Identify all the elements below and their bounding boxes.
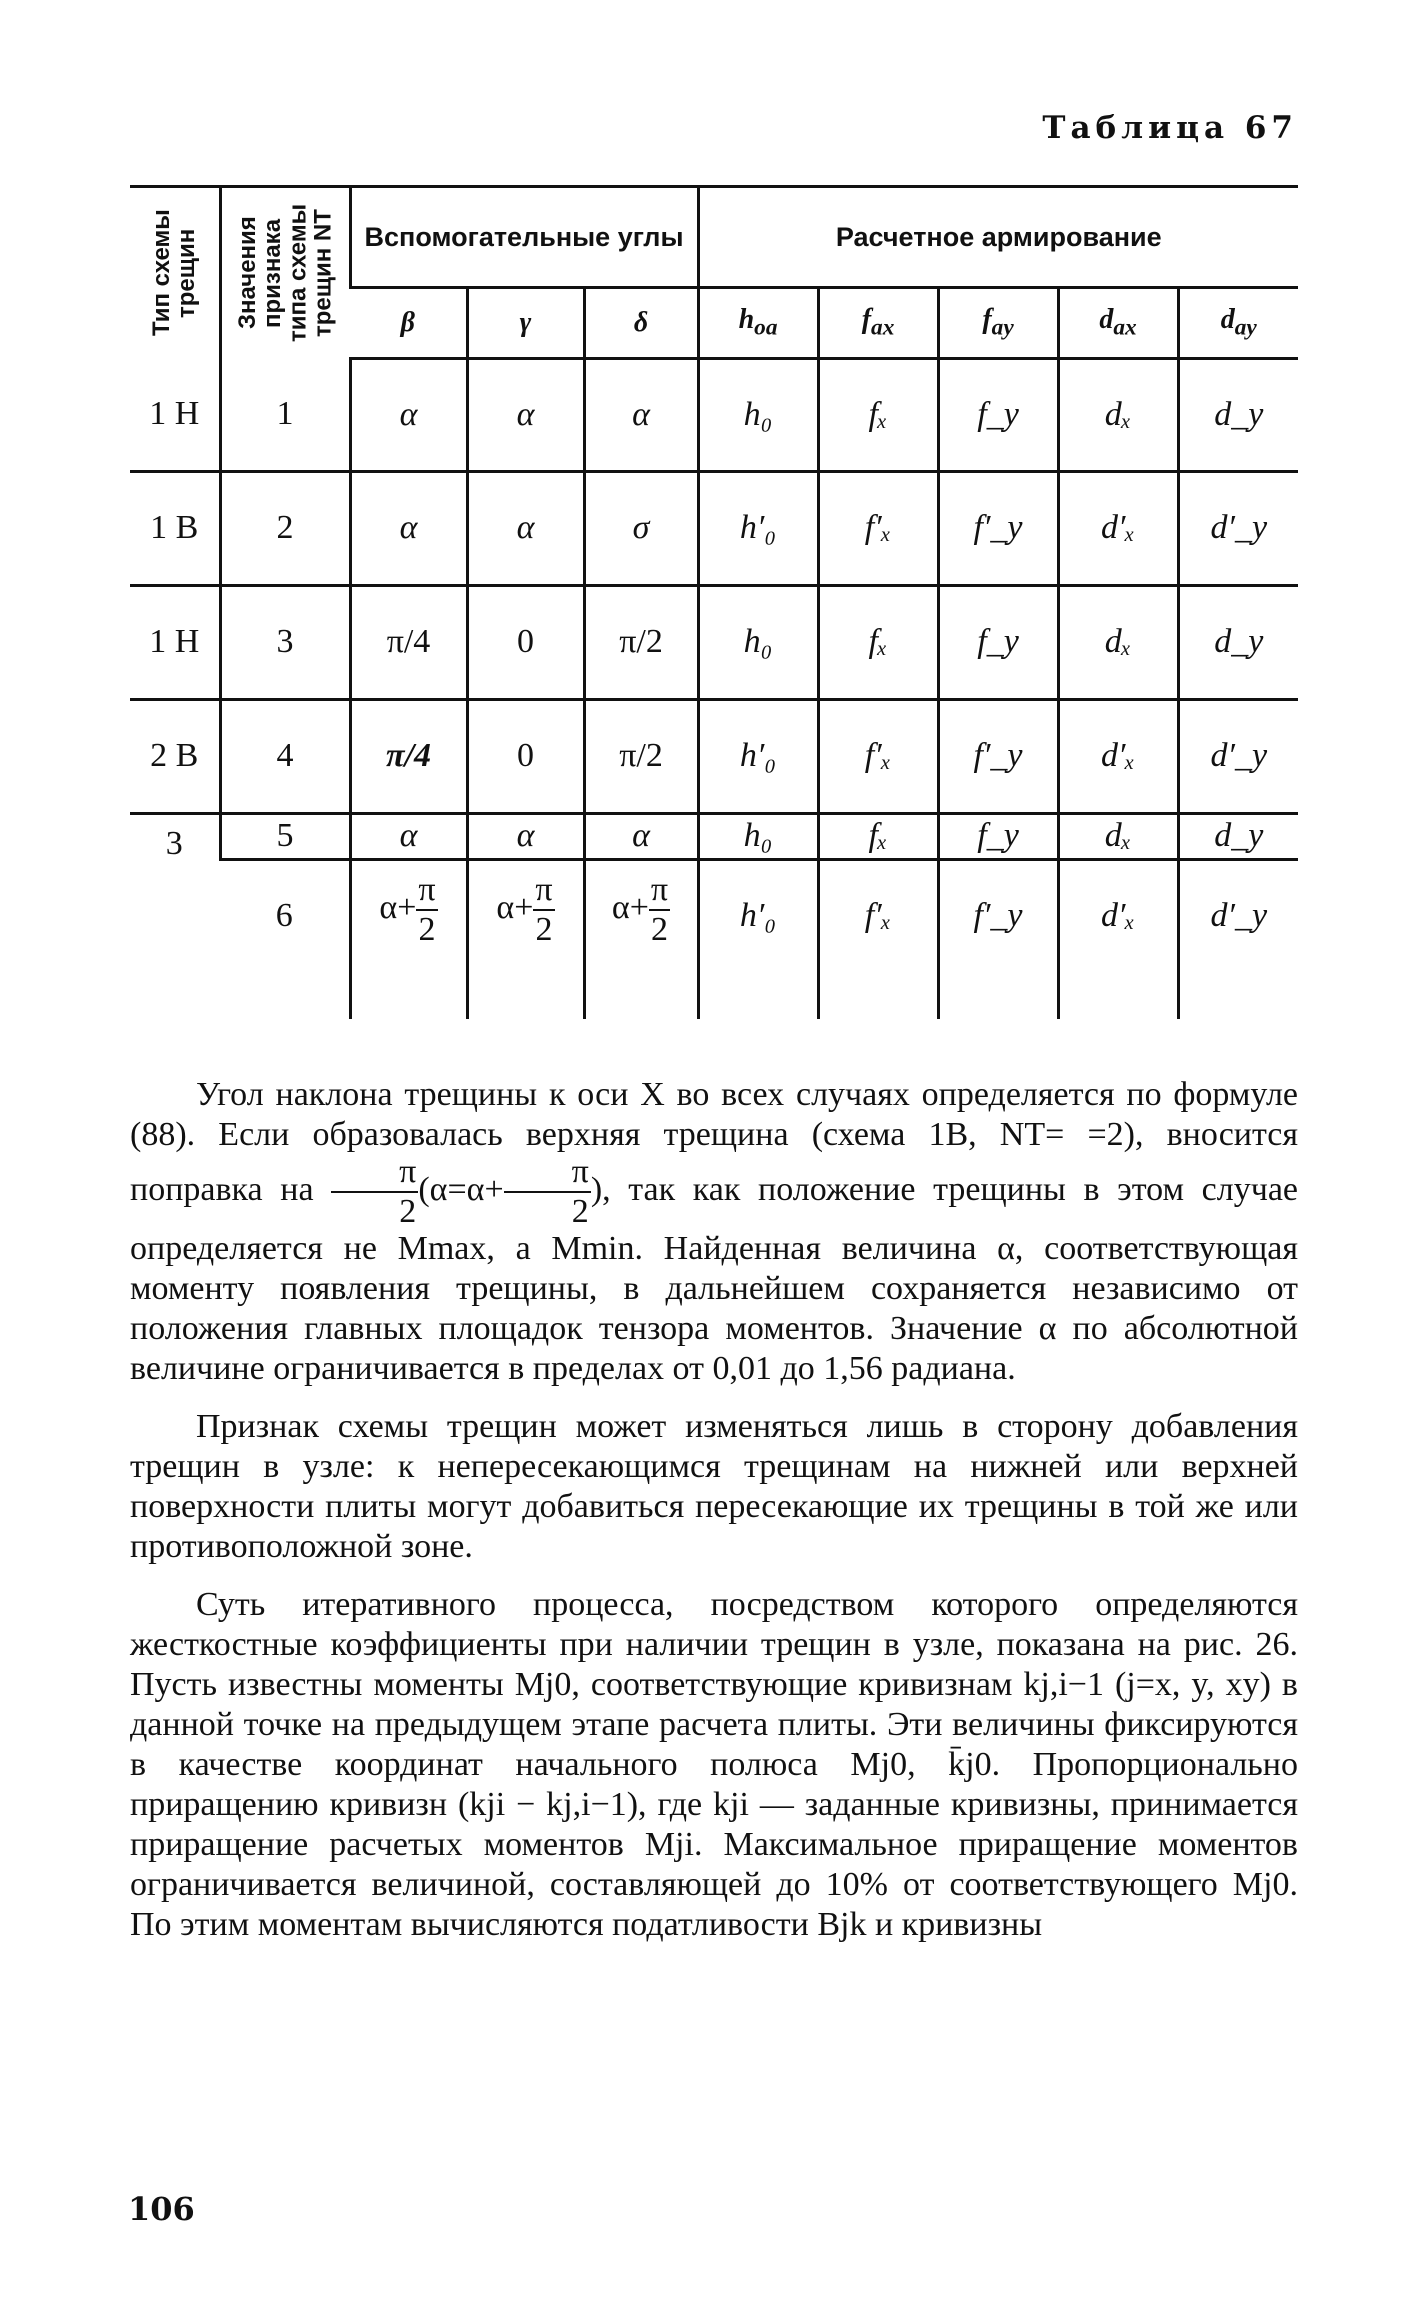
cell-type: 2 В (130, 699, 220, 813)
cell-gamma: α (467, 813, 584, 859)
table-caption: Таблица 67 (1042, 110, 1298, 146)
cell-beta: α+ $\frac{\pi}{2}$ (350, 859, 467, 1019)
paragraph: Суть итеративного процесса, посредством которого определяются жесткостные коэффициенты при наличии трещин в узле, показана на рис. 26. Пусть известны моменты Mj0, соответствующие кривизнам kj,i−1 (j=x, y, xy) в данной точке на предыдущем этапе расчета плиты. Эти величины фиксируются в качестве координат начального полюса Mj0, k̄j0. Пропорционально приращению кривизн (kji − kj,i−1), где kji — заданные кривизны, принимается приращение расчетых моментов Mji. Максимальное приращение моментов ограничивается величиной, составляющей до 10% от соответствующего Mj0. По этим моментам вычисляются податливости Bjk и кривизны (130, 1586, 1298, 1943)
cell-dy: d′_y (1178, 471, 1298, 585)
paragraph: Признак схемы трещин может изменяться лишь в сторону добавления трещин в узле: к непересекающимся трещинам на нижней или верхней поверхности плиты могут добавиться пересекающие их трещины в той же или противоположной зоне. (130, 1408, 1298, 1565)
cell-delta: α+ $\frac{\pi}{2}$ (584, 859, 698, 1019)
cell-nt: 3 (220, 585, 350, 699)
page-number: 106 (128, 2190, 195, 2228)
cell-nt: 6 (275, 896, 293, 934)
cell-fx: fₓ (818, 358, 938, 471)
header-gamma: γ (467, 288, 584, 358)
header-fx: $f_{ax}$ (818, 288, 938, 358)
cell-beta: α (350, 358, 467, 471)
cell-gamma: α (467, 471, 584, 585)
table-row (130, 859, 1298, 1019)
cell-h: h₀ (698, 358, 818, 471)
cell-fy: f_y (938, 585, 1058, 699)
table-row (130, 585, 1298, 699)
cell-nt: 2 (220, 471, 350, 585)
cell-h: h₀ (698, 585, 818, 699)
cell-dx: dₓ (1058, 813, 1178, 859)
cell-dy: d_y (1178, 585, 1298, 699)
cell-fx: fₓ (818, 813, 938, 859)
body-text (130, 1075, 1298, 1963)
cell-gamma: α (467, 358, 584, 471)
table-row (130, 358, 1298, 471)
formula-fraction: $\frac{\pi}{2}$ (504, 1155, 591, 1229)
cell-beta: π/4 (350, 585, 467, 699)
cell-delta: α (584, 813, 698, 859)
cell-delta: α (584, 358, 698, 471)
header-fy: $f_{ay}$ (938, 288, 1058, 358)
header-beta: β (350, 288, 467, 358)
paragraph: Угол наклона трещины к оси X во всех случаях определяется по формуле (88). Если образовалась верхняя трещина (схема 1В, NT= =2), вносится поправка на $\frac{\pi}{2}$ (α=α+ $\frac{\pi}{2}$ ), так как положение трещины в этом случае определяется не Mmax, а Mmin. Найденная величина α, соответствующая моменту появления трещины, в дальнейшем сохраняется независимо от положения главных площадок тензора моментов. Значение α по абсолютной величине ограничивается в пределах от 0,01 до 1,56 радиана. (130, 1076, 1299, 1387)
cell-fx: f′ₓ (818, 699, 938, 813)
cell-nt: 4 (220, 699, 350, 813)
cell-delta: π/2 (584, 699, 698, 813)
cell-fy: f′_y (938, 471, 1058, 585)
cell-fy: f_y (938, 813, 1058, 859)
header-row (130, 187, 1298, 288)
cell-dy: d′_y (1178, 699, 1298, 813)
cell-delta: σ (584, 471, 698, 585)
cell-dy: d′_y (1178, 859, 1298, 1019)
cell-gamma: 0 (467, 585, 584, 699)
cell-fx: f′ₓ (818, 859, 938, 1019)
cell-type: 3 (165, 824, 183, 862)
header-dx: $d_{ax}$ (1058, 288, 1178, 358)
cell-fy: f′_y (938, 859, 1058, 1019)
crack-scheme-table (130, 185, 1298, 1019)
cell-h: h′₀ (698, 859, 818, 1019)
cell-dx: dₓ (1058, 585, 1178, 699)
cell-dx: d′ₓ (1058, 859, 1178, 1019)
cell-nt: 5 (220, 813, 350, 859)
cell-fy: f_y (938, 358, 1058, 471)
table-row (130, 699, 1298, 813)
cell-dx: d′ₓ (1058, 699, 1178, 813)
cell-gamma: α+ $\frac{\pi}{2}$ (467, 859, 584, 1019)
cell-type: 1 Н (130, 585, 220, 699)
cell-fx: fₓ (818, 585, 938, 699)
header-reinforcement: Расчетное армирование (698, 187, 1298, 288)
cell-nt: 1 (220, 358, 350, 471)
cell-beta: α (350, 813, 467, 859)
cell-h: h′₀ (698, 471, 818, 585)
header-h: $h_{oa}$ (698, 288, 818, 358)
table-row (130, 471, 1298, 585)
cell-h: h′₀ (698, 699, 818, 813)
cell-gamma: 0 (467, 699, 584, 813)
header-dy: $d_{ay}$ (1178, 288, 1298, 358)
cell-fx: f′ₓ (818, 471, 938, 585)
cell-type: 1 В (130, 471, 220, 585)
cell-h: h₀ (698, 813, 818, 859)
cell-type: 1 Н (130, 358, 220, 471)
header-nt: Значения признака типа схемы трещин NT (233, 203, 337, 343)
cell-beta: α (350, 471, 467, 585)
cell-dy: d_y (1178, 358, 1298, 471)
header-delta: δ (584, 288, 698, 358)
cell-delta: π/2 (584, 585, 698, 699)
header-aux-angles: Вспомогательные углы (350, 187, 698, 288)
cell-fy: f′_y (938, 699, 1058, 813)
table-row (130, 813, 1298, 859)
header-type: Тип схемы трещин (148, 209, 201, 337)
cell-dy: d_y (1178, 813, 1298, 859)
cell-beta: π/4 (350, 699, 467, 813)
formula-fraction: $\frac{\pi}{2}$ (331, 1155, 418, 1229)
cell-dx: dₓ (1058, 358, 1178, 471)
cell-dx: d′ₓ (1058, 471, 1178, 585)
